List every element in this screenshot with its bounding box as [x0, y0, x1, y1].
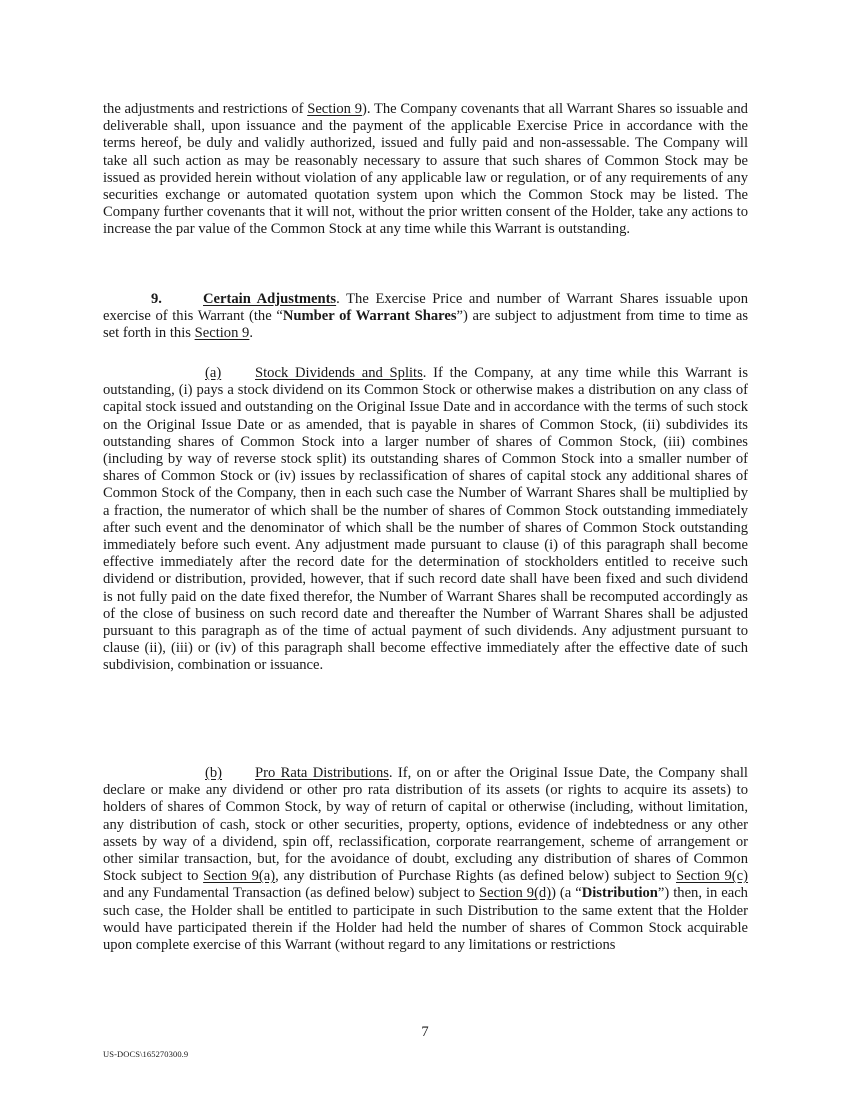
document-id: US-DOCS\165270300.9 — [103, 1049, 189, 1059]
text: . The Exercise Price and number of Warrant Shares issuable upon exercise of this Warrant (the “ — [103, 291, 748, 325]
text: and any Fundamental Transaction (as defined below) subject to — [103, 885, 480, 902]
text: ”) are subject to adjustment from time to time as set forth in this — [103, 308, 748, 342]
paragraph-covenants — [103, 101, 748, 239]
subsection-label: (a) — [205, 365, 222, 381]
text: ) (a “ — [551, 885, 582, 902]
subsection-heading: Stock Dividends and Splits — [255, 365, 423, 381]
text: . — [249, 325, 254, 342]
section-reference[interactable]: Section 9(c) — [676, 868, 749, 885]
subsection-a-paragraph — [103, 365, 748, 675]
text: . If, on or after the Original Issue Date, the Company shall declare or make any dividend or other pro rata distribution of its assets (or rights to acquire its assets) to holders of shares of Common Stock, by way of return of capital or otherwise (including, without limitation, any distribution of cash, stock or other securities, property, options, evidence of indebtedness or any other assets by way of a dividend, spin off, reclassification, corporate rearrangement, scheme of arrangement or other similar transaction, but, for the avoidance of doubt, excluding any distribution of shares of Common Stock subject to — [103, 765, 748, 885]
text: . If the Company, at any time while this Warrant is outstanding, (i) pays a stock dividend on its Common Stock or otherwise makes a distribution on any class of capital stock issued and outstanding on the Original Issue Date and in accordance with the terms of such stock on the Original Issue Date or as amended, that is payable in shares of Common Stock, (ii) subdivides its outstanding shares of Common Stock into a larger number of shares of Common Stock, (iii) combines (including by way of reverse stock split) its outstanding shares of Common Stock into a smaller number of shares of Common Stock or (iv) issues by reclassification of shares of capital stock any additional shares of Common Stock of the Company, then in each such case the Number of Warrant Shares shall be multiplied by a fraction, the numerator of which shall be the number of shares of Common Stock outstanding immediately after such event and the denominator of which shall be the number of shares of Common Stock outstanding immediately before such event. Any adjustment made pursuant to clause (i) of this paragraph shall become effective immediately after the record date for the determination of stockholders entitled to receive such dividend or distribution, provided, however, that if such record date shall have been fixed and such dividend is not fully paid on the date fixed therefor, the Number of Warrant Shares shall be recomputed accordingly as of the close of business on such record date and thereafter the Number of Warrant Shares shall be adjusted pursuant to this paragraph as of the time of actual payment of such dividends. Any adjustment pursuant to clause (ii), (iii) or (iv) of this paragraph shall become effective immediately after the effective date of such subdivision, combination or issuance. — [103, 365, 748, 674]
section-reference[interactable]: Section 9 — [307, 101, 362, 117]
subsection-b-paragraph — [103, 765, 748, 954]
subsection-heading: Pro Rata Distributions — [255, 765, 389, 781]
defined-term: Number of Warrant Shares — [282, 308, 457, 325]
section-number: 9. — [151, 291, 162, 307]
text: ). The Company covenants that all Warrant Shares so issuable and deliverable shall, upon issuance and the payment of the applicable Exercise Price in accordance with the terms hereof, be duly and validly authorized, issued and fully paid and non-assessable. The Company will take all such action as may be reasonably necessary to assure that such shares of Common Stock may be issued as provided herein without violation of any applicable law or regulation, or of any requirements of any securities exchange or automated quotation system upon which the Common Stock may be listed. The Company further covenants that it will not, without the prior written consent of the Holder, take any actions to increase the par value of the Common Stock at any time while this Warrant is outstanding. — [103, 101, 748, 238]
page-number: 7 — [421, 1024, 429, 1040]
subsection-label: (b) — [205, 765, 223, 781]
section-9-paragraph — [103, 291, 748, 343]
text: , any distribution of Purchase Rights (as defined below) subject to — [275, 868, 677, 885]
section-heading: Certain Adjustments — [203, 291, 337, 307]
section-reference[interactable]: Section 9 — [194, 325, 250, 342]
text: ”) then, in each such case, the Holder shall be entitled to participate in such Distribution to the same extent that the Holder would have participated therein if the Holder had held the number of shares of Common Stock acquirable upon complete exercise of this Warrant (without regard to any limitations or restrictions — [103, 885, 748, 954]
section-reference[interactable]: Section 9(d) — [479, 885, 552, 902]
text: the adjustments and restrictions of — [103, 101, 308, 117]
section-reference[interactable]: Section 9(a) — [203, 868, 276, 885]
defined-term: Distribution — [581, 885, 658, 902]
